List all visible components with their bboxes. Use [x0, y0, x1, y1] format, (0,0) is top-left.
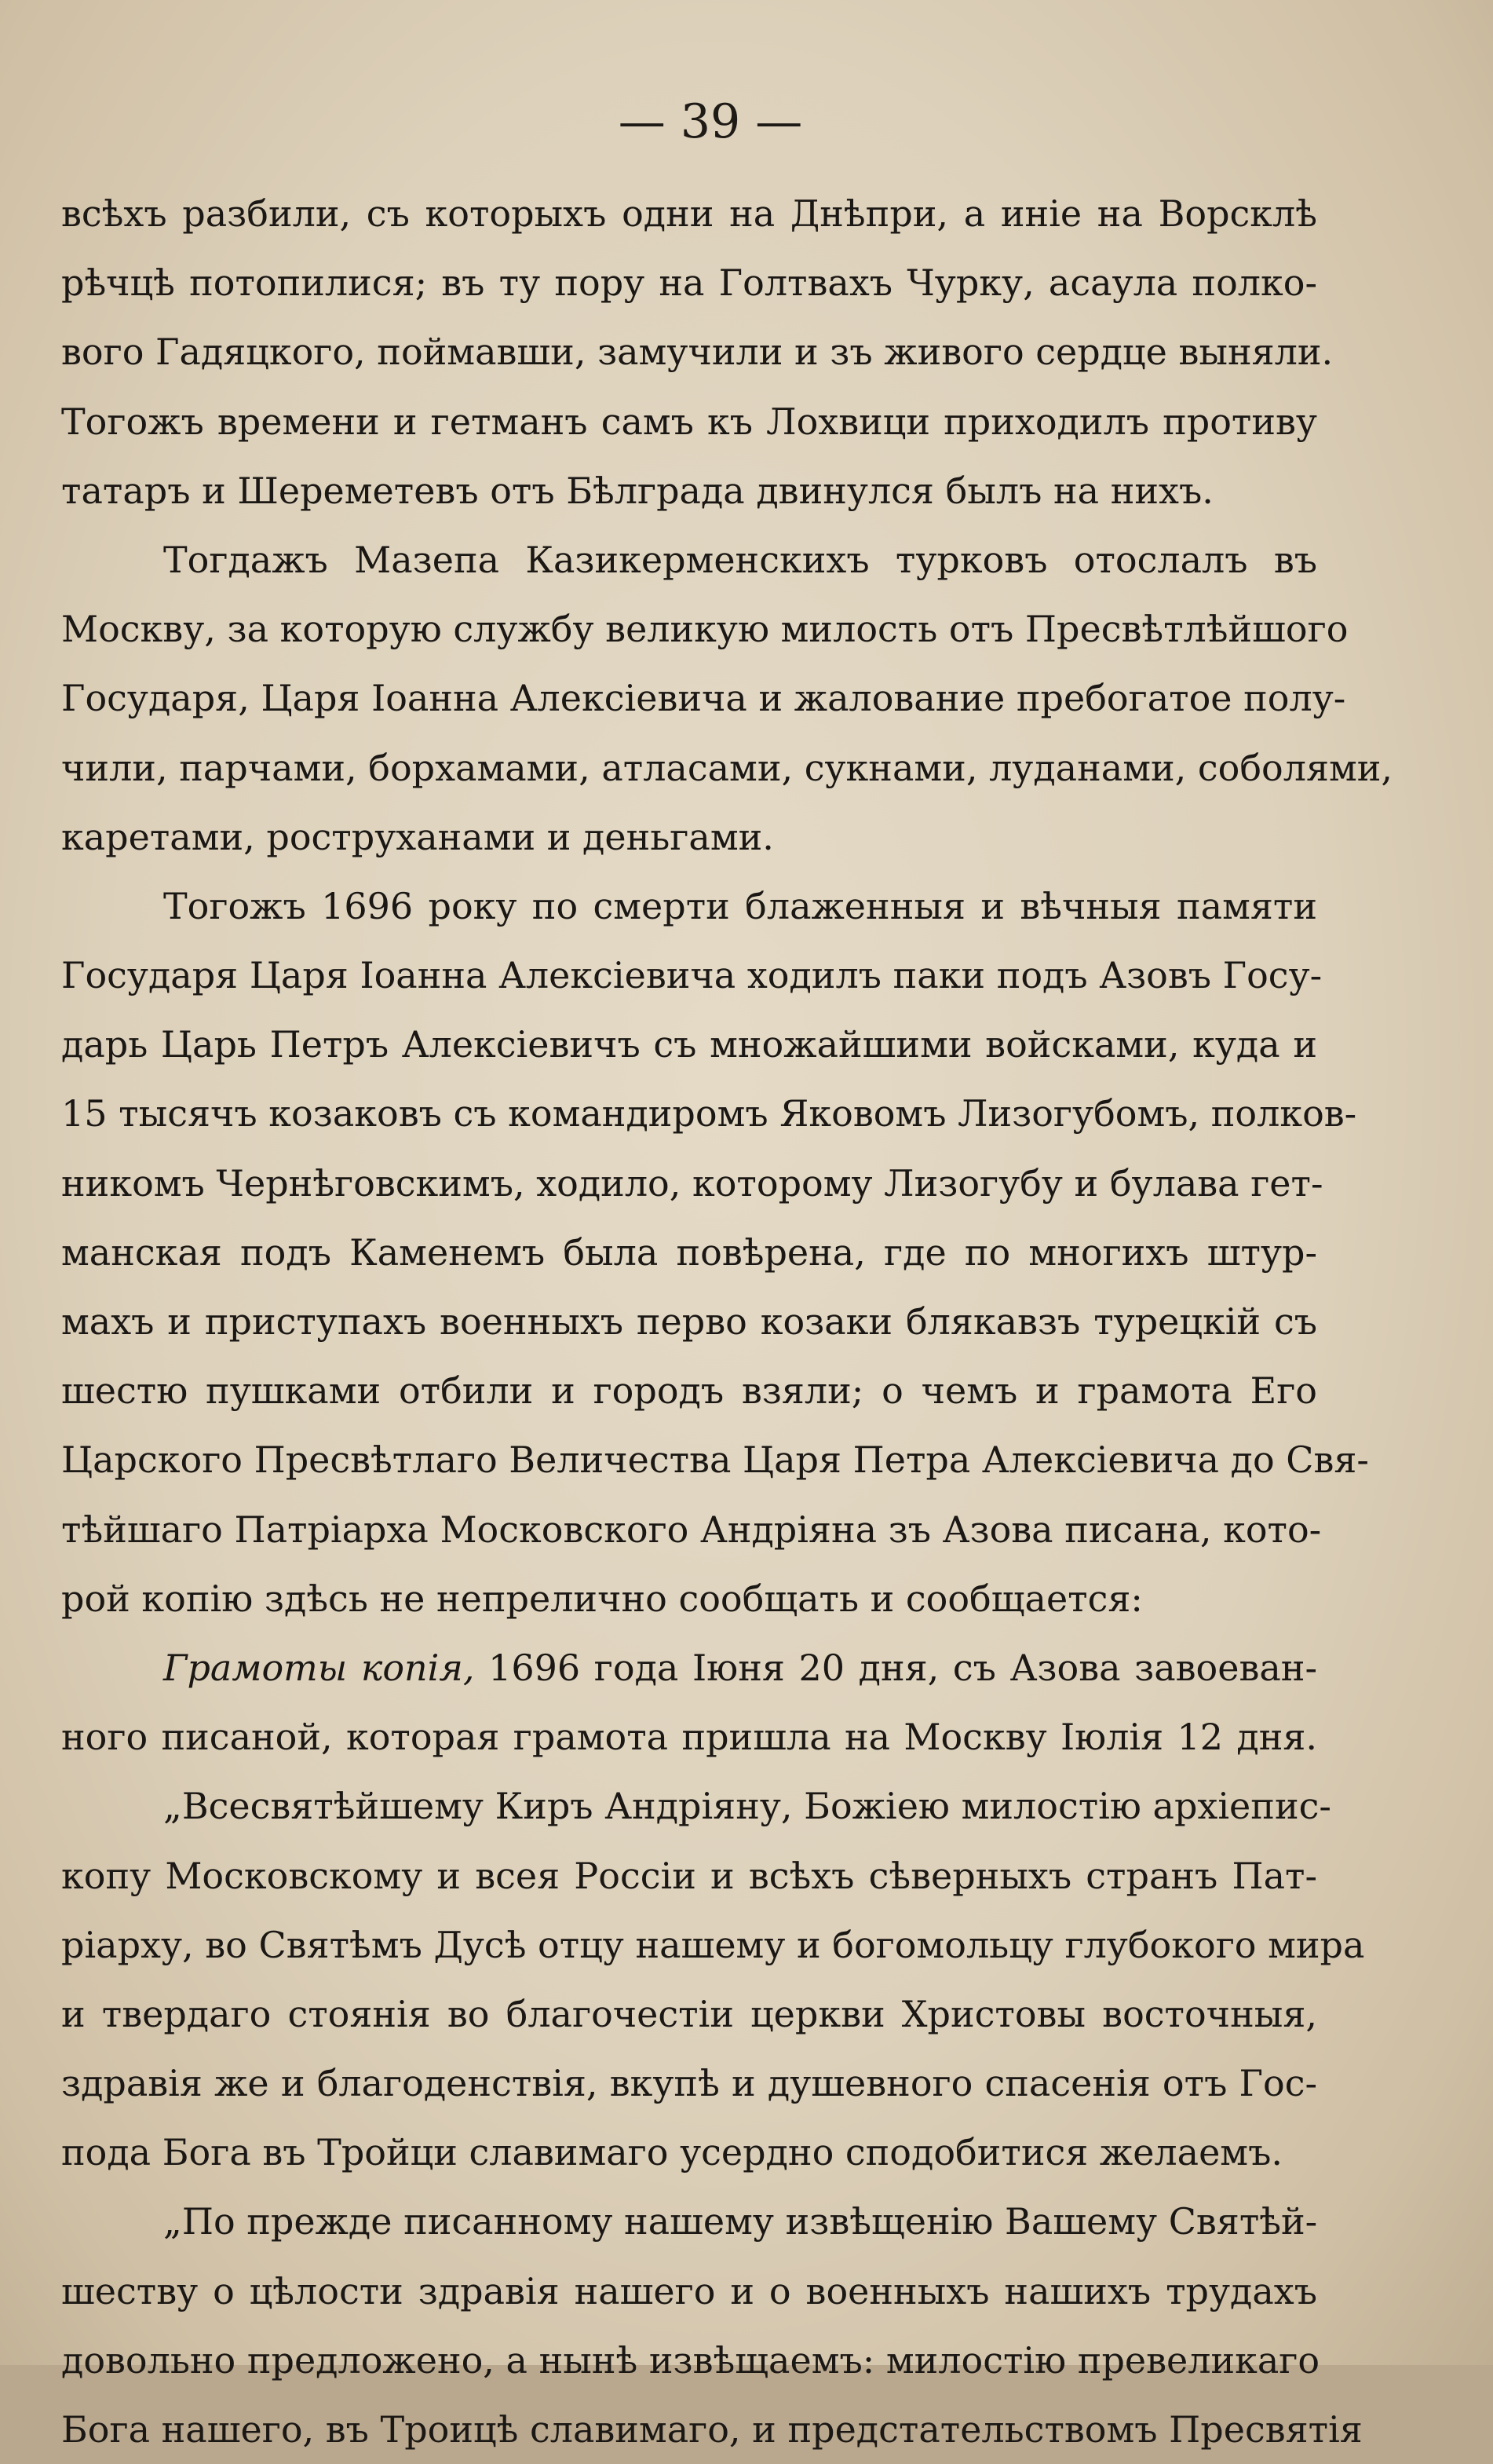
text-line: пода Бога въ Тройци славимаго усердно сподобитися желаемъ. — [61, 2131, 1283, 2174]
italic-heading: Грамоты копія, — [163, 1646, 475, 1689]
text-line: довольно предложено, а нынѣ извѣщаемъ: милостію превеликаго — [61, 2338, 1320, 2382]
text-line: тѣйшаго Патріарха Московского Андріяна зъ Азова писана, кото- — [61, 1508, 1322, 1551]
text-line: Государя, Царя Іоанна Алексіевича и жалование пребогатое полу- — [61, 677, 1346, 720]
text-line: чили, парчами, борхамами, атласами, сукнами, луданами, соболями, — [61, 746, 1393, 789]
text-line: Москву, за которую службу великую милость отъ Пресвѣтлѣйшого — [61, 608, 1349, 651]
text-line: всѣхъ разбили, съ которыхъ одни на Днѣпри, а иніе на Ворсклѣ — [61, 192, 1317, 235]
text-line: „Всесвятѣйшему Киръ Андріяну, Божіею милостію архіепис- — [163, 1785, 1331, 1828]
text-line: Царского Пресвѣтлаго Величества Царя Петра Алексіевича до Свя- — [61, 1439, 1369, 1482]
text-line: шестю пушками отбили и городъ взяли; о чемъ и грамота Его — [61, 1369, 1317, 1413]
text-line: Государя Царя Іоанна Алексіевича ходилъ паки подъ Азовъ Госу- — [61, 954, 1323, 997]
text-line-grammar-heading — [61, 1633, 1317, 1702]
text-line: ріарху, во Святѣмъ Дусѣ отцу нашему и богомольцу глубокого мира — [61, 1923, 1365, 1966]
text-line: рой копію здѣсь не непрелично сообщать и сообщается: — [61, 1577, 1143, 1620]
text-line: никомъ Чернѣговскимъ, ходило, которому Лизогубу и булава гет- — [61, 1161, 1323, 1205]
text-line: вого Гадяцкого, поймавши, замучили и зъ живого сердце выняли. — [61, 331, 1334, 374]
text-line: каретами, роструханами и деньгами. — [61, 815, 774, 858]
text-line: рѣчцѣ потопилися; въ ту пору на Голтвахъ Чурку, асаула полко- — [61, 261, 1317, 305]
text-line: копу Московскому и всея Россіи и всѣхъ сѣверныхъ странъ Пат- — [61, 1854, 1317, 1897]
text-line: манская подъ Каменемъ была повѣрена, где по многихъ штур- — [61, 1230, 1317, 1274]
text-line: дарь Царь Петръ Алексіевичъ съ множайшими войсками, куда и — [61, 1023, 1317, 1066]
text-line: и твердаго стоянія во благочестіи церкви Христовы восточныя, — [61, 1992, 1317, 2035]
page-number: — 39 — — [618, 94, 803, 149]
text-line: 15 тысячъ козаковъ съ командиромъ Яковомъ Лизогубомъ, полков- — [61, 1092, 1357, 1135]
text-line: Тогожъ времени и гетманъ самъ къ Лохвици приходилъ противу — [61, 400, 1317, 443]
text-line: татаръ и Шереметевъ отъ Бѣлграда двинулся былъ на нихъ. — [61, 469, 1214, 512]
heading-rest: 1696 года Іюня 20 дня, съ Азова завоеван- — [474, 1646, 1318, 1689]
text-line: Тогожъ 1696 року по смерти блаженныя и вѣчныя памяти — [163, 884, 1317, 927]
page-text — [61, 179, 1393, 2464]
text-line: махъ и приступахъ военныхъ перво козаки блякавзъ турецкій съ — [61, 1300, 1317, 1343]
text-line: Бога нашего, въ Троицѣ славимаго, и предстательствомъ Пресвятія — [61, 2408, 1363, 2451]
text-line: Тогдажъ Мазепа Казикерменскихъ турковъ отослалъ въ — [163, 538, 1317, 581]
text-line: ного писаной, которая грамота пришла на Москву Іюлія 12 дня. — [61, 1716, 1317, 1759]
text-line: „По прежде писанному нашему извѣщенію Вашему Святѣй- — [163, 2200, 1318, 2243]
text-line: здравія же и благоденствія, вкупѣ и душевного спасенія отъ Гос- — [61, 2062, 1317, 2105]
text-line: шеству о цѣлости здравія нашего и о военныхъ нашихъ трудахъ — [61, 2269, 1317, 2312]
